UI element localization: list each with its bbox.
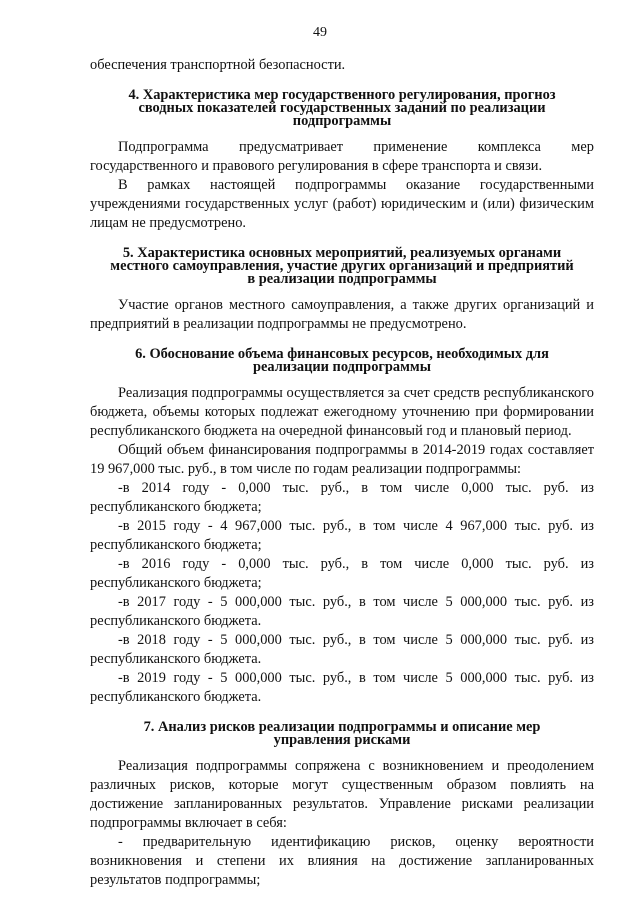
funding-item-2016: -в 2016 году - 0,000 тыс. руб., в том числе 0,000 тыс. руб. из республиканского бюджета; [90, 556, 594, 591]
intro-paragraph: обеспечения транспортной безопасности. [90, 57, 346, 73]
section-7-title: 7. Анализ рисков реализации подпрограммы и описание мер управления рисками [143, 719, 541, 748]
page-content [90, 56, 594, 890]
section-5-paragraph-1: Участие органов местного самоуправления, а также других организаций и предприятий в реализации подпрограммы не предусмотрено. [90, 297, 594, 332]
funding-item-2015: -в 2015 году - 4 967,000 тыс. руб., в том числе 4 967,000 тыс. руб. из республиканского бюджета; [90, 518, 594, 553]
section-6-title: 6. Обоснование объема финансовых ресурсов, необходимых для реализации подпрограммы [135, 346, 549, 375]
section-4-paragraph-2: В рамках настоящей подпрограммы оказание государственными учреждениями государственных услуг (работ) юридическим и (или) физическим лицам не предусмотрено. [90, 177, 594, 231]
section-5-title: 5. Характеристика основных мероприятий, реализуемых органами местного самоуправления, участие других организаций и предприятий в реализации подпрограммы [110, 245, 574, 287]
funding-item-2018: -в 2018 году - 5 000,000 тыс. руб., в том числе 5 000,000 тыс. руб. из республиканского бюджета. [90, 632, 594, 667]
funding-item-2014: -в 2014 году - 0,000 тыс. руб., в том числе 0,000 тыс. руб. из республиканского бюджета; [90, 480, 594, 515]
section-6-paragraph-2: Общий объем финансирования подпрограммы в 2014-2019 годах составляет 19 967,000 тыс. руб., в том числе по годам реализации подпрограммы: [90, 442, 594, 477]
section-4-title: 4. Характеристика мер государственного регулирования, прогноз сводных показателей государственных заданий по реализации подпрограммы [128, 87, 556, 129]
section-7-paragraph-1: Реализация подпрограммы сопряжена с возникновением и преодолением различных рисков, которые могут существенным образом повлиять на достижение запланированных результатов. Управление рисками реализации подпрограммы включает в себя: [90, 758, 594, 831]
page-number: 49 [313, 25, 327, 40]
section-6-paragraph-1: Реализация подпрограммы осуществляется за счет средств республиканского бюджета, объемы которых подлежат ежегодному уточнению при формировании республиканского бюджета на очередной финансовый год и плановый период. [90, 385, 594, 439]
funding-item-2017: -в 2017 году - 5 000,000 тыс. руб., в том числе 5 000,000 тыс. руб. из республиканского бюджета. [90, 594, 594, 629]
section-4-paragraph-1: Подпрограмма предусматривает применение комплекса мер государственного и правового регулирования в сфере транспорта и связи. [90, 139, 594, 174]
section-7-paragraph-2: - предварительную идентификацию рисков, оценку вероятности возникновения и степени их влияния на достижение запланированных результатов подпрограммы; [90, 834, 594, 888]
funding-item-2019: -в 2019 году - 5 000,000 тыс. руб., в том числе 5 000,000 тыс. руб. из республиканского бюджета. [90, 670, 594, 705]
